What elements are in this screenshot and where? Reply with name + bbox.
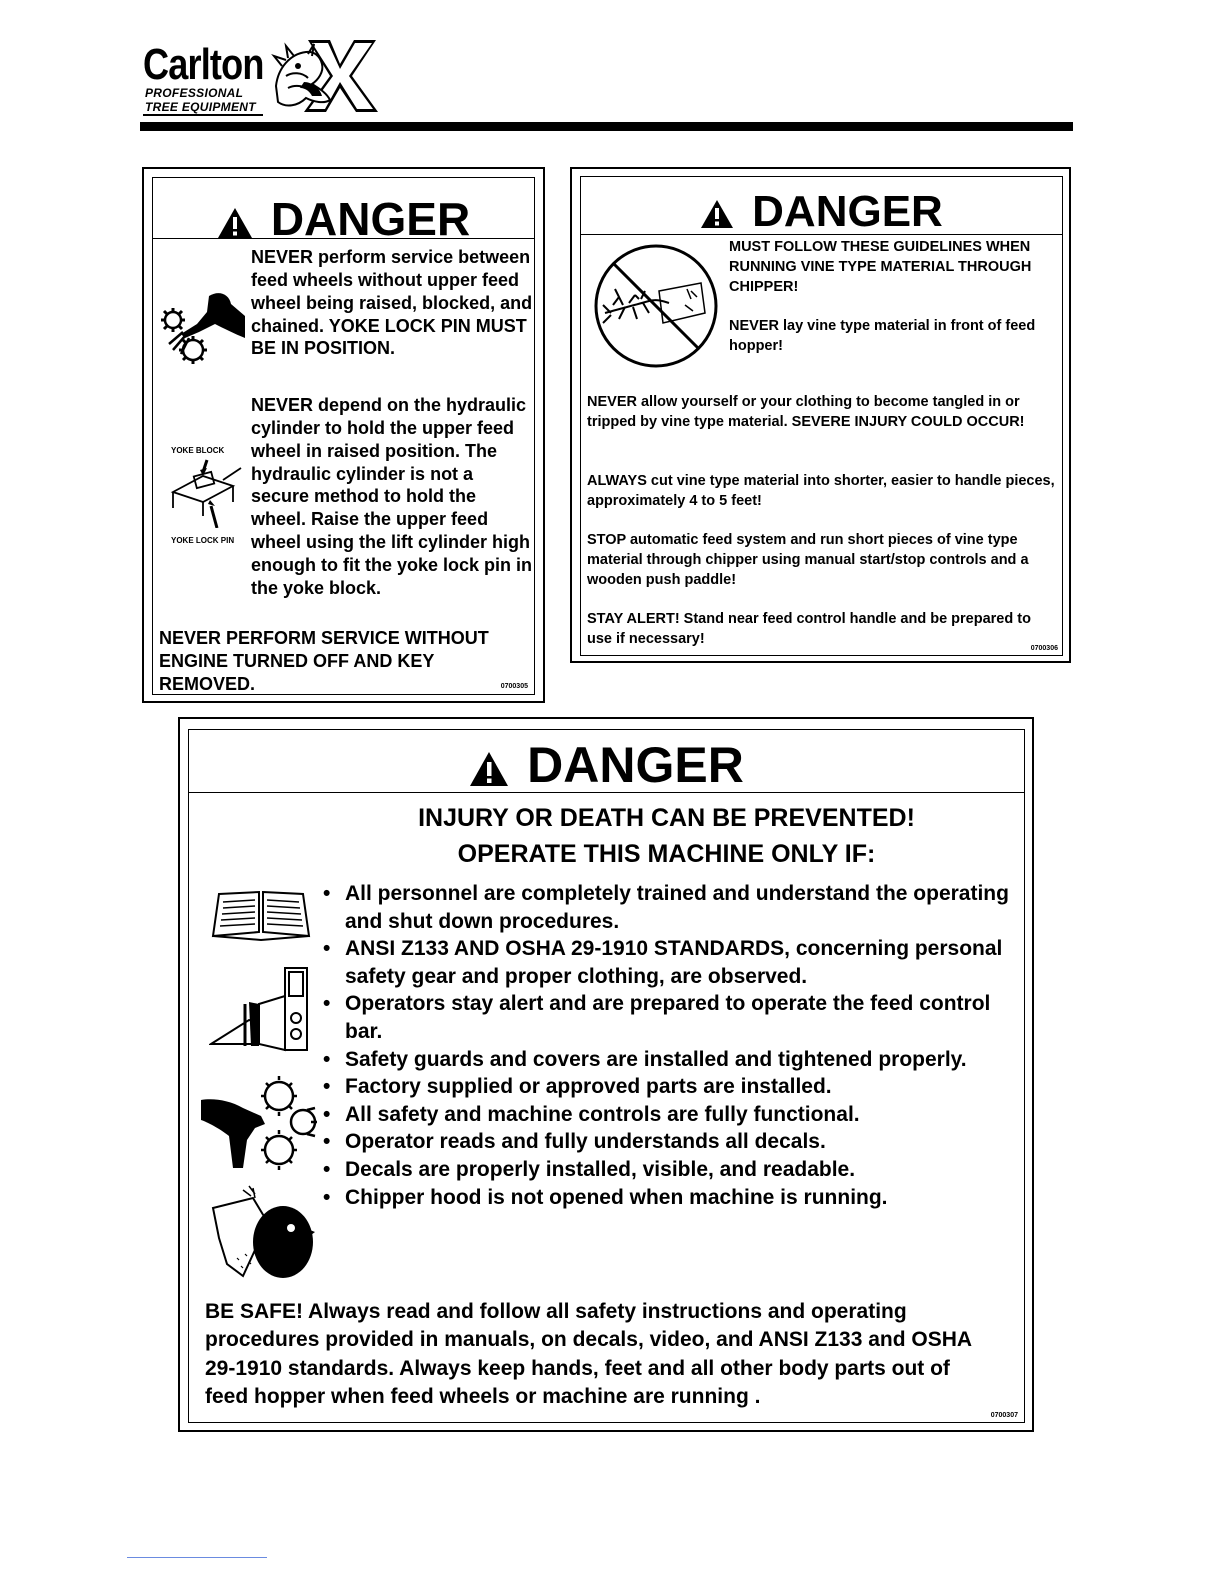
decal-inner-frame <box>580 176 1063 656</box>
danger-word: DANGER <box>270 193 471 245</box>
danger-decal-feed-wheels <box>142 167 545 703</box>
hand-between-feed-wheels-icon <box>159 288 247 368</box>
hand-in-feed-wheels-icon <box>199 1070 319 1180</box>
yoke-block-diagram-icon <box>167 456 247 528</box>
decal-part-number: 0700306 <box>1030 645 1058 652</box>
list-item: • Operators stay alert and are prepared to operate the feed control bar. <box>321 990 1021 1045</box>
title-divider <box>153 238 534 239</box>
decal-part-number: 0700305 <box>500 683 528 690</box>
vine-guidelines-heading: MUST FOLLOW THESE GUIDELINES WHEN RUNNING VINE TYPE MATERIAL THROUGH CHIPPER! <box>729 239 1032 295</box>
stay-alert-instruction: STAY ALERT! Stand near feed control handle and be prepared to use if necessary! <box>587 611 1031 647</box>
operate-condition-heading: OPERATE THIS MACHINE ONLY IF: <box>457 840 876 868</box>
decal-inner-frame <box>188 729 1025 1423</box>
yoke-block-label: YOKE BLOCK <box>171 446 225 455</box>
hydraulic-cylinder-warning: NEVER depend on the hydraulic cylinder to hold the upper feed wheel in raised position. The hydraulic cylinder is not a secure method to hold the wheel. Raise the upper feed wheel using the lift cylinder high enough to fit the yoke lock pin in the yoke block. <box>251 395 533 598</box>
vine-cut-instruction: ALWAYS cut vine type material into shorter, easier to handle pieces, approximately 4 to 5 feet! <box>587 473 1055 509</box>
decal-part-number: 0700307 <box>990 1412 1018 1419</box>
footer-link-underline <box>127 1557 267 1558</box>
decal-title <box>581 187 1062 237</box>
company-logo <box>143 40 393 120</box>
manual-book-icon <box>211 884 311 944</box>
no-vine-material-icon <box>589 239 723 373</box>
brand-name: Carlton <box>143 40 264 89</box>
feed-wheel-service-warning: NEVER perform service between feed wheels without upper feed wheel being raised, blocked, and chained. YOKE LOCK PIN MUST BE IN POSITION. <box>251 247 533 359</box>
be-safe-paragraph: BE SAFE! Always read and follow all safety instructions and operating procedures provided in manuals, on decals, video, and ANSI Z133 and OSHA 29-1910 standards. Always keep hands, feet and all other body parts out of feed hopper when feed wheels or machine are running . <box>205 1300 972 1409</box>
warning-triangle-icon <box>469 751 509 787</box>
danger-word: DANGER <box>752 187 943 236</box>
carlton-x-logo-icon <box>268 36 383 114</box>
yoke-lock-pin-label: YOKE LOCK PIN <box>171 536 235 545</box>
header-rule <box>140 122 1073 131</box>
logo-underline <box>143 114 263 116</box>
brand-tagline-1: PROFESSIONAL <box>145 86 244 100</box>
list-item: • Safety guards and covers are installed and tightened properly. <box>321 1046 1021 1074</box>
list-item: • Factory supplied or approved parts are installed. <box>321 1073 1021 1101</box>
operating-conditions-list <box>321 880 1021 1211</box>
vine-placement-warning: NEVER lay vine type material in front of feed hopper! <box>729 318 1036 354</box>
feed-control-bar-icon <box>209 966 309 1052</box>
danger-decal-vine-material <box>570 167 1071 663</box>
engine-off-warning: NEVER PERFORM SERVICE WITHOUT ENGINE TURNED OFF AND KEY REMOVED. <box>159 628 489 694</box>
warning-triangle-icon <box>700 199 734 229</box>
danger-decal-operation <box>178 717 1034 1432</box>
vine-tangle-warning: NEVER allow yourself or your clothing to become tangled in or tripped by vine type material. SEVERE INJURY COULD OCCUR! <box>587 394 1025 430</box>
list-item: • All safety and machine controls are fully functional. <box>321 1101 1021 1129</box>
title-divider <box>581 234 1062 235</box>
vine-feed-instruction: STOP automatic feed system and run short pieces of vine type material through chipper using manual start/stop controls and a wooden push paddle! <box>587 532 1029 588</box>
list-item: • Chipper hood is not opened when machine is running. <box>321 1184 1021 1212</box>
list-item: • All personnel are completely trained and understand the operating and shut down procedures. <box>321 880 1021 935</box>
decal-title <box>189 736 1024 794</box>
hood-ejection-icon <box>209 1184 319 1280</box>
list-item: • ANSI Z133 AND OSHA 29-1910 STANDARDS, concerning personal safety gear and proper clothing, are observed. <box>321 935 1021 990</box>
brand-tagline-2: TREE EQUIPMENT <box>145 100 256 114</box>
list-item: • Decals are properly installed, visible, and readable. <box>321 1156 1021 1184</box>
title-divider <box>189 792 1024 793</box>
injury-heading: INJURY OR DEATH CAN BE PREVENTED! <box>418 804 915 832</box>
danger-word: DANGER <box>527 737 744 793</box>
list-item: • Operator reads and fully understands all decals. <box>321 1128 1021 1156</box>
warning-triangle-icon <box>217 207 253 239</box>
decal-inner-frame <box>152 177 535 695</box>
